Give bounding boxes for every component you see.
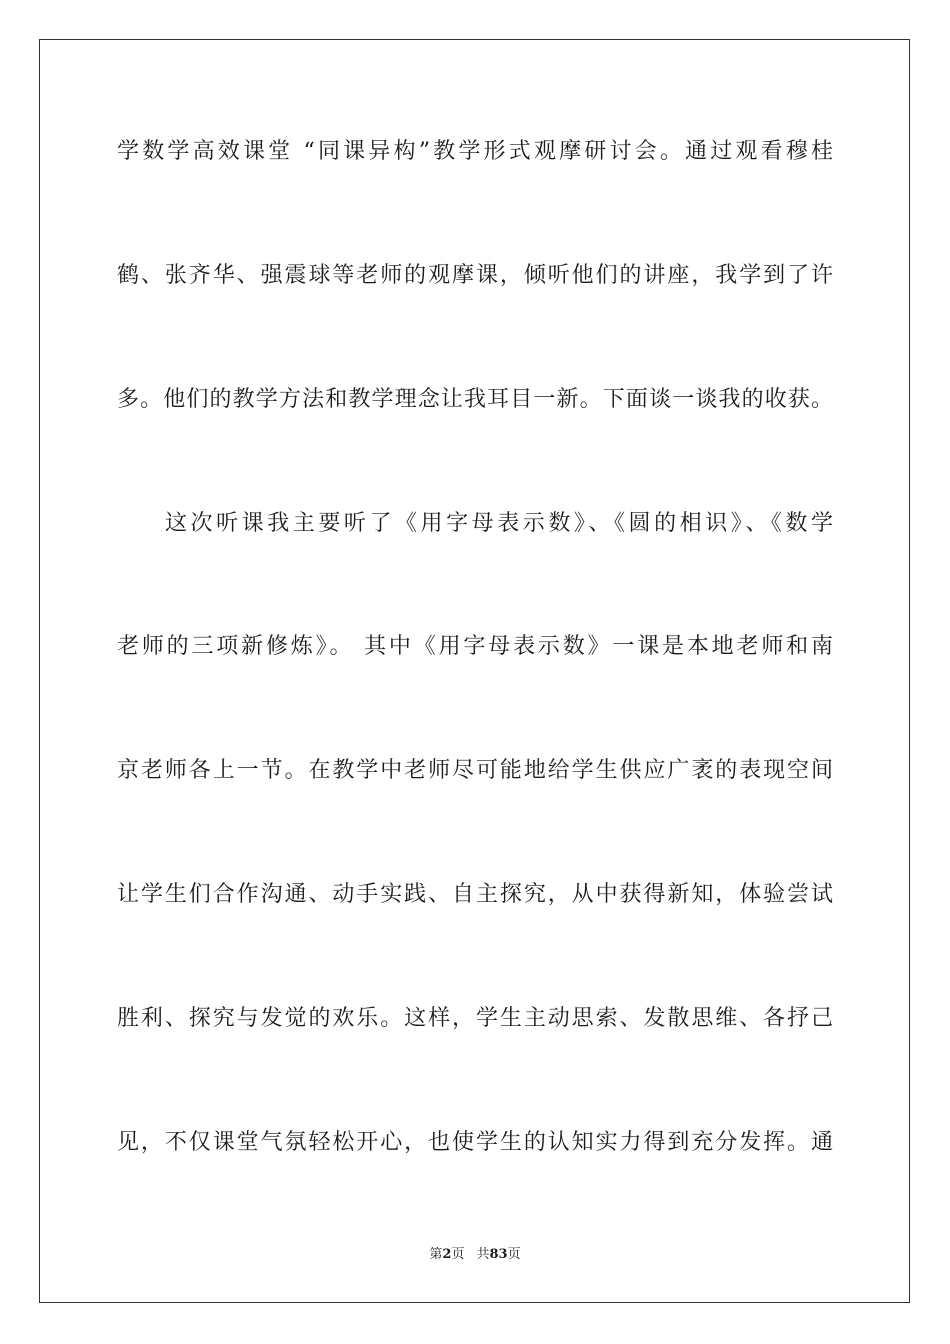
page-suffix: 页 xyxy=(451,1247,465,1262)
body-text-line-6: 京老师各上一节。在教学中老师尽可能地给学生供应广袤的表现空间 xyxy=(117,758,833,783)
body-text-line-4: 这次听课我主要听了《用字母表示数》、《圆的相识》、《数学 xyxy=(165,511,833,536)
page-footer xyxy=(0,1246,950,1264)
body-text-line-9: 见，不仅课堂气氛轻松开心，也使学生的认知实力得到充分发挥。通 xyxy=(117,1130,833,1155)
body-text-line-7: 让学生们合作沟通、动手实践、自主探究，从中获得新知，体验尝试 xyxy=(117,882,833,907)
body-text-line-1: 学数学高效课堂 “同课异构”教学形式观摩研讨会。通过观看穆桂 xyxy=(117,139,833,164)
body-text-line-8: 胜利、探究与发觉的欢乐。这样，学生主动思索、发散思维、各抒己 xyxy=(117,1006,833,1031)
page-prefix: 第 xyxy=(429,1247,443,1262)
page-number: 2 xyxy=(442,1247,452,1262)
body-text-line-3: 多。他们的教学方法和教学理念让我耳目一新。下面谈一谈我的收获。 xyxy=(117,387,833,412)
total-pages: 83 xyxy=(489,1247,508,1262)
page-border xyxy=(39,39,910,1303)
body-text-line-5: 老师的三项新修炼》。 其中《用字母表示数》一课是本地老师和南 xyxy=(117,634,833,659)
total-suffix: 页 xyxy=(507,1247,521,1262)
total-prefix: 共 xyxy=(476,1247,490,1262)
body-text-line-2: 鹤、张齐华、强震球等老师的观摩课，倾听他们的讲座，我学到了许 xyxy=(117,263,833,288)
